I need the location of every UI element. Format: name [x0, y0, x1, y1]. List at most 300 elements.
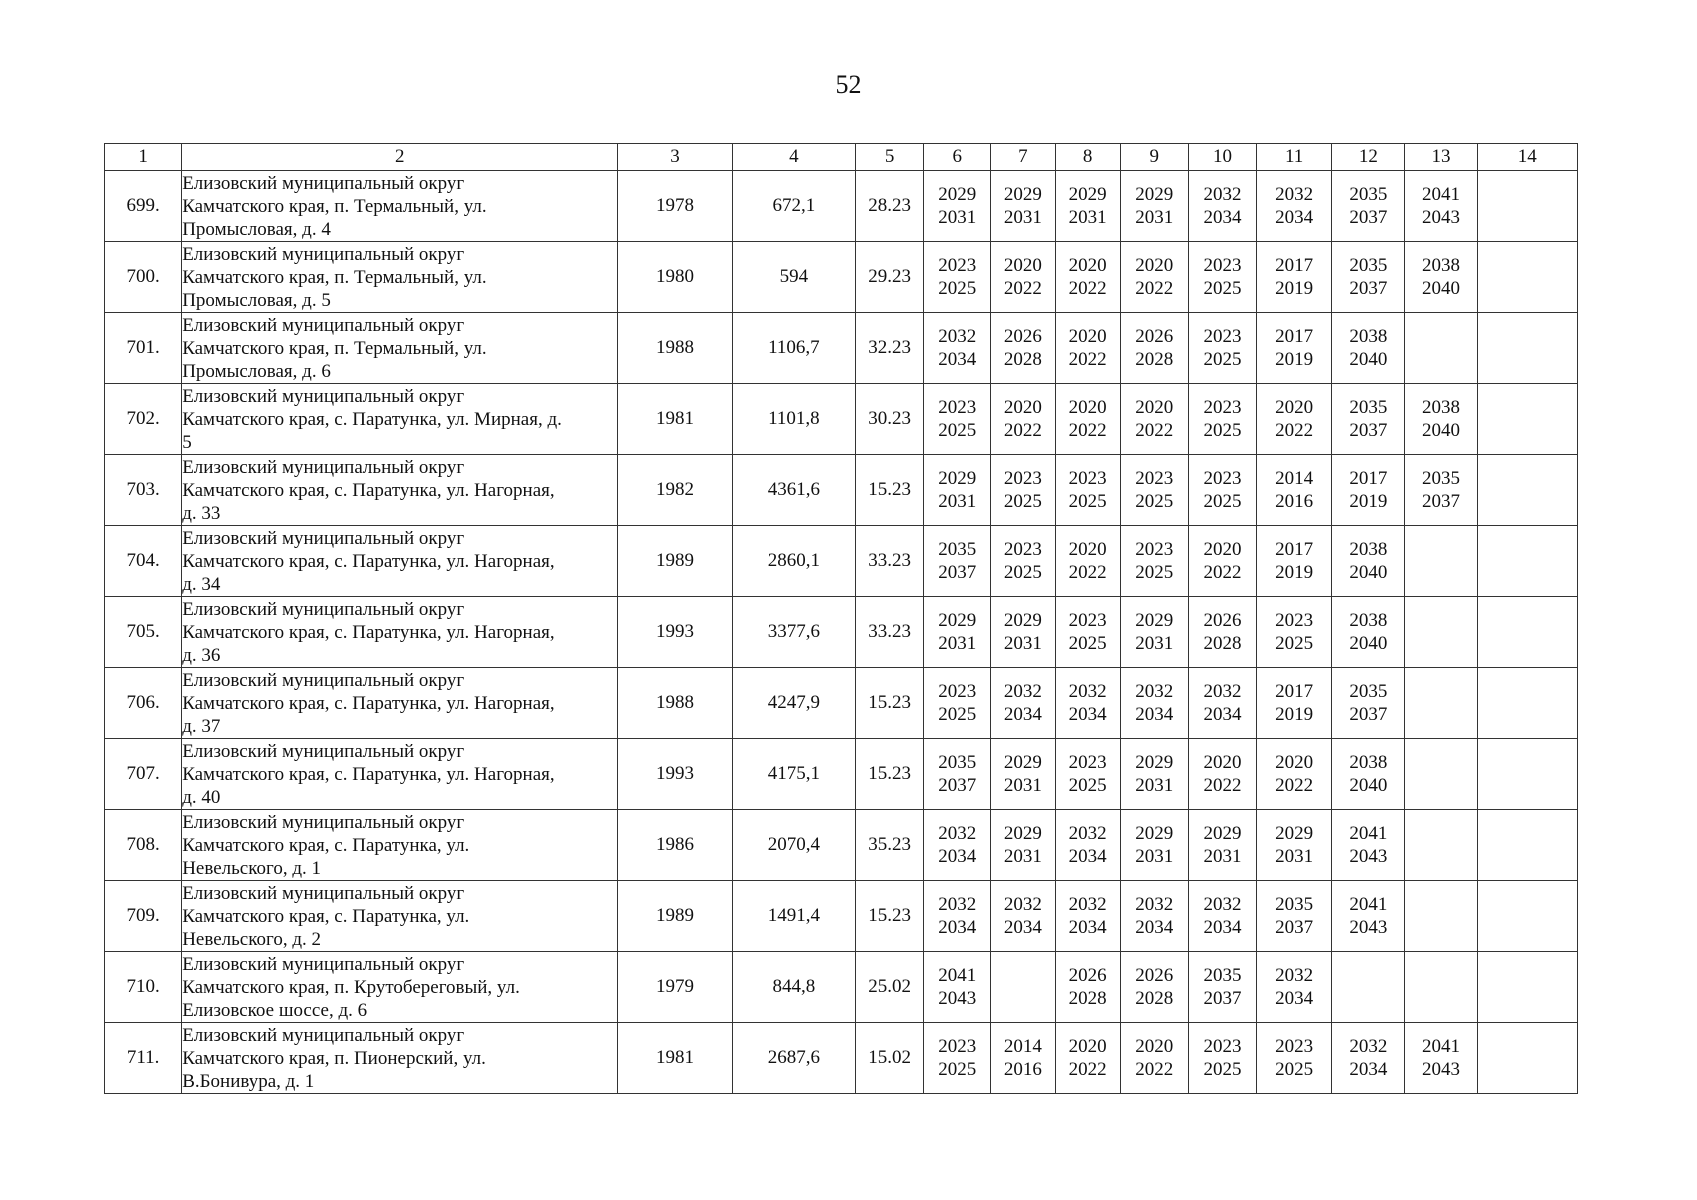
period-cell-col-7 — [991, 455, 1055, 526]
table-row — [105, 242, 1578, 313]
address-line: Камчатского края, п. Пионерский, ул. — [182, 1047, 486, 1069]
address-line: Елизовский муниципальный округ — [182, 527, 465, 549]
period-end-year: 2031 — [1275, 846, 1314, 867]
period-cell-col-8 — [1055, 597, 1120, 668]
period-cell-col-10 — [1188, 526, 1256, 597]
period-end-year: 2031 — [1135, 846, 1174, 867]
address-line: Камчатского края, с. Паратунка, ул. Нагорная, — [182, 763, 555, 785]
period-start-year: 2014 — [1275, 468, 1314, 489]
period-end-year: 2034 — [1003, 704, 1042, 725]
period-cell-col-11 — [1257, 597, 1332, 668]
period-start-year: 2017 — [1349, 468, 1388, 489]
period-start-year: 2017 — [1275, 539, 1314, 560]
period-start-year: 2023 — [1203, 255, 1242, 276]
period-cell-col-8 — [1055, 242, 1120, 313]
period-cell-col-6 — [924, 384, 991, 455]
code-cell: 33.23 — [856, 597, 924, 668]
period-cell-col-13 — [1405, 810, 1477, 881]
period-cell-col-9 — [1120, 597, 1188, 668]
address-cell — [182, 668, 618, 739]
period-start-year: 2029 — [1003, 752, 1042, 773]
period-end-year: 2028 — [1068, 988, 1107, 1009]
period-end-year: 2028 — [1003, 349, 1042, 370]
area-cell: 4361,6 — [732, 455, 855, 526]
period-end-year: 2043 — [1349, 917, 1388, 938]
period-cell-col-10 — [1188, 455, 1256, 526]
period-start-year: 2032 — [1135, 894, 1174, 915]
period-start-year: 2032 — [1203, 894, 1242, 915]
row-number: 705. — [105, 597, 182, 668]
period-end-year: 2031 — [1003, 846, 1042, 867]
address-cell — [182, 242, 618, 313]
address-line: Камчатского края, с. Паратунка, ул. Мирная, д. — [182, 408, 562, 430]
period-start-year: 2020 — [1275, 752, 1314, 773]
period-start-year: 2032 — [1003, 894, 1042, 915]
period-end-year: 2025 — [1275, 1059, 1314, 1080]
period-end-year: 2022 — [1275, 420, 1314, 441]
address-line: Камчатского края, с. Паратунка, ул. Нагорная, — [182, 621, 555, 643]
period-end-year: 2022 — [1068, 562, 1107, 583]
address-line: Камчатского края, п. Термальный, ул. — [182, 195, 487, 217]
period-start-year: 2032 — [1203, 681, 1242, 702]
period-start-year: 2032 — [1068, 823, 1107, 844]
period-start-year: 2035 — [1349, 255, 1388, 276]
period-end-year: 2034 — [1068, 846, 1107, 867]
period-start-year: 2029 — [1135, 610, 1174, 631]
period-end-year: 2034 — [1135, 704, 1174, 725]
period-start-year: 2014 — [1003, 1036, 1042, 1057]
period-cell-col-12 — [1332, 739, 1405, 810]
period-start-year: 2041 — [1349, 894, 1388, 915]
table-row — [105, 810, 1578, 881]
address-cell — [182, 171, 618, 242]
period-start-year: 2029 — [1003, 610, 1042, 631]
period-cell-col-11 — [1257, 455, 1332, 526]
period-start-year: 2038 — [1422, 255, 1461, 276]
period-start-year: 2029 — [938, 610, 977, 631]
period-start-year: 2032 — [1203, 184, 1242, 205]
period-cell-col-11 — [1257, 313, 1332, 384]
period-end-year: 2028 — [1135, 988, 1174, 1009]
period-cell-col-7 — [991, 668, 1055, 739]
code-cell: 15.23 — [856, 668, 924, 739]
period-start-year: 2026 — [1068, 965, 1107, 986]
column-header-2: 2 — [182, 144, 618, 171]
period-start-year: 2035 — [1349, 184, 1388, 205]
period-start-year: 2038 — [1422, 397, 1461, 418]
period-start-year: 2017 — [1275, 681, 1314, 702]
column-header-3: 3 — [618, 144, 732, 171]
period-start-year: 2035 — [1275, 894, 1314, 915]
period-start-year: 2041 — [1349, 823, 1388, 844]
period-cell-col-12 — [1332, 1023, 1405, 1094]
address-cell — [182, 526, 618, 597]
year-built-cell: 1981 — [618, 1023, 732, 1094]
period-end-year: 2034 — [1275, 207, 1314, 228]
row-number: 704. — [105, 526, 182, 597]
period-start-year: 2032 — [1135, 681, 1174, 702]
period-end-year: 2019 — [1275, 278, 1314, 299]
address-cell — [182, 881, 618, 952]
table-row — [105, 313, 1578, 384]
year-built-cell: 1978 — [618, 171, 732, 242]
period-cell-col-8 — [1055, 313, 1120, 384]
period-cell-col-12 — [1332, 668, 1405, 739]
period-cell-col-11 — [1257, 171, 1332, 242]
period-end-year: 2034 — [1203, 917, 1242, 938]
period-start-year: 2038 — [1349, 610, 1388, 631]
period-end-year: 2016 — [1275, 491, 1314, 512]
period-cell-col-7 — [991, 384, 1055, 455]
year-built-cell: 1986 — [618, 810, 732, 881]
area-cell: 2070,4 — [732, 810, 855, 881]
row-number: 702. — [105, 384, 182, 455]
period-start-year: 2038 — [1349, 326, 1388, 347]
year-built-cell: 1993 — [618, 739, 732, 810]
period-end-year: 2034 — [1275, 988, 1314, 1009]
period-start-year: 2035 — [1422, 468, 1461, 489]
area-cell: 844,8 — [732, 952, 855, 1023]
area-cell: 1491,4 — [732, 881, 855, 952]
period-cell-col-6 — [924, 1023, 991, 1094]
period-start-year: 2020 — [1203, 752, 1242, 773]
address-line: д. 33 — [182, 502, 221, 524]
period-cell-col-12 — [1332, 526, 1405, 597]
period-start-year: 2029 — [1135, 752, 1174, 773]
period-start-year: 2020 — [1003, 397, 1042, 418]
period-end-year: 2025 — [1003, 562, 1042, 583]
row-number: 700. — [105, 242, 182, 313]
table-row — [105, 526, 1578, 597]
column-header-12: 12 — [1332, 144, 1405, 171]
area-cell: 4175,1 — [732, 739, 855, 810]
table-row — [105, 455, 1578, 526]
period-end-year: 2022 — [1203, 562, 1242, 583]
period-cell-col-9 — [1120, 384, 1188, 455]
table-row — [105, 171, 1578, 242]
period-start-year: 2029 — [1068, 184, 1107, 205]
column-header-7: 7 — [991, 144, 1055, 171]
period-cell-col-8 — [1055, 881, 1120, 952]
period-cell-col-7 — [991, 242, 1055, 313]
address-line: д. 36 — [182, 644, 221, 666]
period-cell-col-12 — [1332, 597, 1405, 668]
address-line: Елизовский муниципальный округ — [182, 1024, 465, 1046]
period-cell-col-8 — [1055, 810, 1120, 881]
period-cell-col-12 — [1332, 881, 1405, 952]
period-start-year: 2020 — [1068, 539, 1107, 560]
period-cell-col-7 — [991, 526, 1055, 597]
period-start-year: 2023 — [938, 681, 977, 702]
table-body — [105, 171, 1578, 1094]
column-header-4: 4 — [732, 144, 855, 171]
period-end-year: 2025 — [1068, 633, 1107, 654]
period-cell-col-6 — [924, 597, 991, 668]
period-cell-col-9 — [1120, 739, 1188, 810]
period-start-year: 2023 — [1068, 468, 1107, 489]
period-cell-col-8 — [1055, 668, 1120, 739]
period-start-year: 2017 — [1275, 255, 1314, 276]
period-start-year: 2023 — [1003, 539, 1042, 560]
period-cell-col-11 — [1257, 384, 1332, 455]
period-end-year: 2031 — [938, 633, 977, 654]
code-cell: 15.02 — [856, 1023, 924, 1094]
column-header-14: 14 — [1477, 144, 1577, 171]
period-cell-col-11 — [1257, 526, 1332, 597]
period-cell-col-14 — [1477, 1023, 1577, 1094]
table-row — [105, 881, 1578, 952]
address-cell — [182, 810, 618, 881]
code-cell: 15.23 — [856, 455, 924, 526]
period-cell-col-14 — [1477, 597, 1577, 668]
period-cell-col-14 — [1477, 313, 1577, 384]
year-built-cell: 1989 — [618, 526, 732, 597]
address-cell — [182, 313, 618, 384]
period-cell-col-7 — [991, 171, 1055, 242]
period-end-year: 2025 — [1135, 562, 1174, 583]
period-end-year: 2031 — [938, 491, 977, 512]
period-end-year: 2019 — [1275, 349, 1314, 370]
period-cell-col-6 — [924, 242, 991, 313]
year-built-cell: 1988 — [618, 313, 732, 384]
period-start-year: 2041 — [1422, 1036, 1461, 1057]
period-end-year: 2019 — [1349, 491, 1388, 512]
period-start-year: 2023 — [938, 1036, 977, 1057]
period-cell-col-11 — [1257, 739, 1332, 810]
period-cell-col-14 — [1477, 739, 1577, 810]
address-line: Елизовский муниципальный округ — [182, 598, 465, 620]
period-start-year: 2029 — [1003, 184, 1042, 205]
period-start-year: 2035 — [1349, 681, 1388, 702]
period-end-year: 2025 — [1003, 491, 1042, 512]
code-cell: 28.23 — [856, 171, 924, 242]
period-cell-col-8 — [1055, 952, 1120, 1023]
period-end-year: 2022 — [1068, 349, 1107, 370]
area-cell: 1101,8 — [732, 384, 855, 455]
period-end-year: 2031 — [1003, 207, 1042, 228]
row-number: 710. — [105, 952, 182, 1023]
period-start-year: 2020 — [1135, 1036, 1174, 1057]
table-row — [105, 1023, 1578, 1094]
address-line: д. 34 — [182, 573, 221, 595]
period-cell-col-10 — [1188, 171, 1256, 242]
period-start-year: 2023 — [1203, 397, 1242, 418]
period-cell-col-13 — [1405, 881, 1477, 952]
address-line: Камчатского края, с. Паратунка, ул. — [182, 905, 470, 927]
period-end-year: 2040 — [1422, 420, 1461, 441]
period-cell-col-12 — [1332, 242, 1405, 313]
address-line: Елизовский муниципальный округ — [182, 953, 465, 975]
column-header-9: 9 — [1120, 144, 1188, 171]
period-cell-col-9 — [1120, 455, 1188, 526]
period-cell-col-10 — [1188, 597, 1256, 668]
period-end-year: 2043 — [938, 988, 977, 1009]
period-start-year: 2023 — [1068, 610, 1107, 631]
period-cell-col-6 — [924, 313, 991, 384]
period-start-year: 2023 — [1203, 468, 1242, 489]
period-start-year: 2026 — [1135, 965, 1174, 986]
period-cell-col-13 — [1405, 384, 1477, 455]
period-cell-col-9 — [1120, 810, 1188, 881]
code-cell: 15.23 — [856, 739, 924, 810]
period-cell-col-8 — [1055, 1023, 1120, 1094]
address-cell — [182, 384, 618, 455]
period-start-year: 2029 — [1275, 823, 1314, 844]
area-cell: 4247,9 — [732, 668, 855, 739]
period-cell-col-7 — [991, 313, 1055, 384]
year-built-cell: 1982 — [618, 455, 732, 526]
table-header — [105, 144, 1578, 171]
address-line: Невельского, д. 1 — [182, 857, 321, 879]
column-header-10: 10 — [1188, 144, 1256, 171]
period-start-year: 2029 — [1003, 823, 1042, 844]
period-end-year: 2034 — [1003, 917, 1042, 938]
period-start-year: 2023 — [938, 255, 977, 276]
period-start-year: 2026 — [1203, 610, 1242, 631]
period-start-year: 2041 — [1422, 184, 1461, 205]
period-cell-col-12 — [1332, 384, 1405, 455]
table-row — [105, 739, 1578, 810]
address-line: Камчатского края, с. Паратунка, ул. Нагорная, — [182, 550, 555, 572]
period-end-year: 2022 — [1203, 775, 1242, 796]
period-end-year: 2031 — [938, 207, 977, 228]
period-start-year: 2041 — [938, 965, 977, 986]
table-row — [105, 597, 1578, 668]
period-end-year: 2037 — [1203, 988, 1242, 1009]
period-cell-col-10 — [1188, 739, 1256, 810]
period-cell-col-10 — [1188, 313, 1256, 384]
period-cell-col-9 — [1120, 1023, 1188, 1094]
period-start-year: 2029 — [938, 468, 977, 489]
period-end-year: 2031 — [1135, 775, 1174, 796]
period-end-year: 2025 — [1068, 491, 1107, 512]
period-end-year: 2025 — [1203, 349, 1242, 370]
period-end-year: 2031 — [1135, 207, 1174, 228]
page-number: 52 — [835, 70, 862, 99]
period-cell-col-8 — [1055, 384, 1120, 455]
period-cell-col-11 — [1257, 952, 1332, 1023]
period-start-year: 2032 — [1275, 965, 1314, 986]
period-start-year: 2032 — [938, 894, 977, 915]
address-line: В.Бонивура, д. 1 — [182, 1070, 315, 1092]
period-cell-col-9 — [1120, 242, 1188, 313]
code-cell: 33.23 — [856, 526, 924, 597]
code-cell: 29.23 — [856, 242, 924, 313]
period-start-year: 2032 — [1275, 184, 1314, 205]
period-start-year: 2032 — [938, 326, 977, 347]
period-end-year: 2037 — [938, 562, 977, 583]
period-end-year: 2037 — [1275, 917, 1314, 938]
period-cell-col-14 — [1477, 952, 1577, 1023]
row-number: 709. — [105, 881, 182, 952]
period-cell-col-13 — [1405, 242, 1477, 313]
period-start-year: 2029 — [1135, 823, 1174, 844]
period-end-year: 2031 — [1135, 633, 1174, 654]
period-cell-col-10 — [1188, 810, 1256, 881]
period-cell-col-13 — [1405, 313, 1477, 384]
period-cell-col-8 — [1055, 739, 1120, 810]
period-end-year: 2034 — [938, 917, 977, 938]
address-line: Елизовский муниципальный округ — [182, 740, 465, 762]
period-start-year: 2023 — [1203, 326, 1242, 347]
address-line: Промысловая, д. 5 — [182, 289, 331, 311]
address-cell — [182, 952, 618, 1023]
period-end-year: 2025 — [1203, 278, 1242, 299]
period-end-year: 2022 — [1068, 278, 1107, 299]
period-end-year: 2034 — [1068, 704, 1107, 725]
period-cell-col-14 — [1477, 242, 1577, 313]
address-line: Елизовский муниципальный округ — [182, 811, 465, 833]
address-line: Камчатского края, п. Термальный, ул. — [182, 337, 487, 359]
period-cell-col-7 — [991, 1023, 1055, 1094]
period-end-year: 2034 — [938, 846, 977, 867]
period-end-year: 2028 — [1135, 349, 1174, 370]
period-end-year: 2037 — [1349, 704, 1388, 725]
period-end-year: 2025 — [938, 278, 977, 299]
year-built-cell: 1989 — [618, 881, 732, 952]
period-cell-col-8 — [1055, 171, 1120, 242]
address-line: Елизовский муниципальный округ — [182, 456, 465, 478]
period-cell-col-13 — [1405, 668, 1477, 739]
period-start-year: 2032 — [1068, 681, 1107, 702]
period-start-year: 2029 — [1135, 184, 1174, 205]
period-start-year: 2035 — [1203, 965, 1242, 986]
column-header-5: 5 — [856, 144, 924, 171]
code-cell: 25.02 — [856, 952, 924, 1023]
row-number: 699. — [105, 171, 182, 242]
period-end-year: 2034 — [1135, 917, 1174, 938]
period-end-year: 2031 — [1068, 207, 1107, 228]
period-start-year: 2020 — [1135, 397, 1174, 418]
period-cell-col-14 — [1477, 455, 1577, 526]
area-cell: 2860,1 — [732, 526, 855, 597]
period-cell-col-11 — [1257, 1023, 1332, 1094]
period-end-year: 2025 — [938, 704, 977, 725]
period-end-year: 2028 — [1203, 633, 1242, 654]
year-built-cell: 1988 — [618, 668, 732, 739]
period-cell-col-9 — [1120, 881, 1188, 952]
period-start-year: 2020 — [1068, 397, 1107, 418]
period-start-year: 2038 — [1349, 752, 1388, 773]
period-end-year: 2025 — [1068, 775, 1107, 796]
period-end-year: 2043 — [1349, 846, 1388, 867]
column-header-13: 13 — [1405, 144, 1477, 171]
address-line: Камчатского края, п. Термальный, ул. — [182, 266, 487, 288]
period-cell-col-12 — [1332, 952, 1405, 1023]
period-cell-col-14 — [1477, 668, 1577, 739]
period-end-year: 2034 — [1203, 704, 1242, 725]
period-end-year: 2031 — [1203, 846, 1242, 867]
code-cell: 15.23 — [856, 881, 924, 952]
row-number: 706. — [105, 668, 182, 739]
period-end-year: 2031 — [1003, 633, 1042, 654]
address-line: Камчатского края, п. Крутобереговый, ул. — [182, 976, 520, 998]
period-cell-col-12 — [1332, 810, 1405, 881]
period-cell-col-14 — [1477, 526, 1577, 597]
address-line: Елизовское шоссе, д. 6 — [182, 999, 368, 1021]
period-cell-col-13 — [1405, 171, 1477, 242]
table-row — [105, 952, 1578, 1023]
period-end-year: 2025 — [1135, 491, 1174, 512]
period-end-year: 2031 — [1003, 775, 1042, 796]
column-header-11: 11 — [1257, 144, 1332, 171]
period-cell-col-10 — [1188, 1023, 1256, 1094]
row-number: 703. — [105, 455, 182, 526]
period-cell-col-9 — [1120, 952, 1188, 1023]
period-cell-col-13 — [1405, 597, 1477, 668]
period-start-year: 2020 — [1203, 539, 1242, 560]
period-cell-col-13 — [1405, 952, 1477, 1023]
